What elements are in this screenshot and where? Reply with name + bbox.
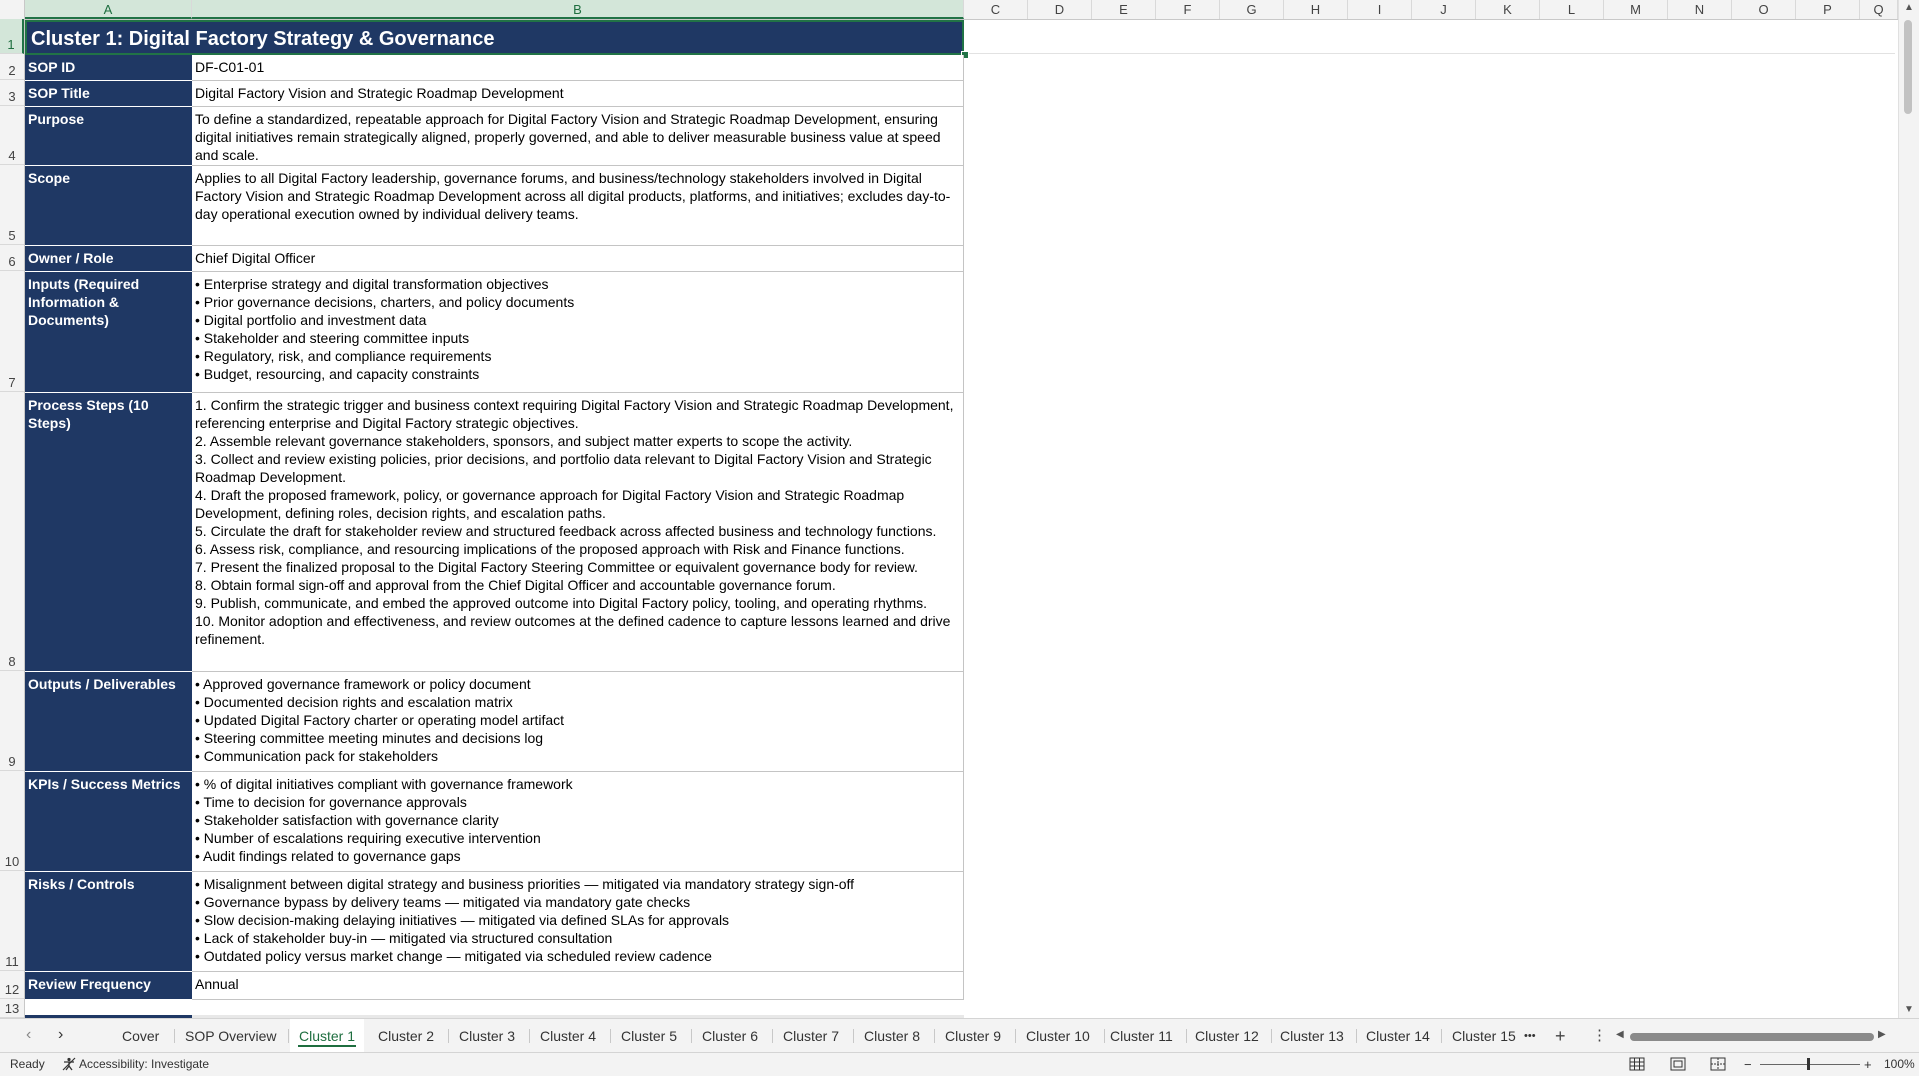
label-sop-id[interactable]: SOP ID <box>25 55 192 81</box>
select-all-corner[interactable] <box>0 0 25 19</box>
page-layout-icon[interactable] <box>1670 1057 1686 1074</box>
row-header-4[interactable]: 4 <box>0 106 24 165</box>
zoom-level[interactable]: 100% <box>1884 1057 1915 1071</box>
column-header-g[interactable]: G <box>1220 0 1284 19</box>
value-purpose[interactable]: To define a standardized, repeatable approach for Digital Factory Vision and Strategic Roadmap Development, ensuring digital initiatives remain strategically aligned, properly governed, and able to deliver measurable business value at speed and scale. <box>192 107 964 166</box>
value-risks-controls[interactable]: • Misalignment between digital strategy and business priorities — mitigated via mandatory strategy sign-off • Governance bypass by delivery teams — mitigated via mandatory gate checks • Slow decision-making delaying initiatives — mitigated via defined SLAs for approvals • Lack of stakeholder buy-in — mitigated via structured consultation • Outdated policy versus market change — mitigated via scheduled review cadence <box>192 872 964 972</box>
tab-cluster-3[interactable]: Cluster 3 <box>459 1028 516 1044</box>
row-header-5[interactable]: 5 <box>0 165 24 245</box>
accessibility-icon[interactable] <box>62 1057 76 1071</box>
tab-cluster-7[interactable]: Cluster 7 <box>783 1028 840 1044</box>
value-inputs[interactable]: • Enterprise strategy and digital transformation objectives • Prior governance decisions, charters, and policy documents • Digital portfolio and investment data • Stakeholder and steering committee inputs • Regulatory, risk, and compliance requirements • Budget, resourcing, and capacity constraints <box>192 272 964 393</box>
worksheet-grid[interactable] <box>25 20 1895 1018</box>
add-sheet-button[interactable]: + <box>1555 1026 1566 1046</box>
label-review-frequency[interactable]: Review Frequency <box>25 972 192 1000</box>
value-review-frequency[interactable]: Annual <box>192 972 964 1000</box>
sheet-title-cell[interactable]: Cluster 1: Digital Factory Strategy & Governance <box>25 20 964 55</box>
vertical-scroll-thumb[interactable] <box>1904 20 1912 114</box>
accessibility-status[interactable]: Accessibility: Investigate <box>79 1057 210 1071</box>
row-header-6[interactable]: 6 <box>0 245 24 271</box>
status-bar <box>0 1052 1919 1076</box>
column-header-m[interactable]: M <box>1604 0 1668 19</box>
tab-cluster-14[interactable]: Cluster 14 <box>1366 1028 1430 1044</box>
label-sop-title[interactable]: SOP Title <box>25 81 192 107</box>
value-sop-title[interactable]: Digital Factory Vision and Strategic Roadmap Development <box>192 81 964 107</box>
tab-cover[interactable]: Cover <box>122 1028 160 1044</box>
label-risks-controls[interactable]: Risks / Controls <box>25 872 192 972</box>
sheet-options-icon[interactable]: ⋮ <box>1592 1027 1607 1044</box>
tab-cluster-1[interactable]: Cluster 1 <box>290 1019 364 1053</box>
status-ready: Ready <box>10 1057 45 1071</box>
tab-cluster-13[interactable]: Cluster 13 <box>1280 1028 1344 1044</box>
normal-view-icon[interactable] <box>1629 1057 1645 1074</box>
label-process-steps[interactable]: Process Steps (10 Steps) <box>25 393 192 672</box>
row-header-3[interactable]: 3 <box>0 80 24 106</box>
value-scope[interactable]: Applies to all Digital Factory leadership, governance forums, and business/technology stakeholders involved in Digital Factory Vision and Strategic Roadmap Development across all digital products, platforms, and initiatives; excludes day-to-day operational execution owned by individual delivery teams. <box>192 166 964 246</box>
row-header-bar <box>0 19 25 1018</box>
scroll-right-arrow-icon[interactable]: ▶ <box>1878 1029 1886 1040</box>
column-header-a[interactable]: A <box>25 0 192 19</box>
vertical-scrollbar[interactable] <box>1898 0 1919 1018</box>
horizontal-scroll-thumb[interactable] <box>1630 1033 1874 1041</box>
tab-cluster-10[interactable]: Cluster 10 <box>1026 1028 1090 1044</box>
column-header-f[interactable]: F <box>1156 0 1220 19</box>
row-header-8[interactable]: 8 <box>0 392 24 671</box>
column-header-c[interactable]: C <box>964 0 1028 19</box>
column-header-j[interactable]: J <box>1412 0 1476 19</box>
row-header-13[interactable]: 13 <box>0 999 24 1018</box>
tab-cluster-15[interactable]: Cluster 15 <box>1452 1028 1516 1044</box>
tab-cluster-9[interactable]: Cluster 9 <box>945 1028 1002 1044</box>
page-break-preview-icon[interactable] <box>1710 1057 1726 1074</box>
tab-cluster-4[interactable]: Cluster 4 <box>540 1028 597 1044</box>
tab-cluster-6[interactable]: Cluster 6 <box>702 1028 759 1044</box>
row-header-11[interactable]: 11 <box>0 871 24 971</box>
value-process-steps[interactable]: 1. Confirm the strategic trigger and business context requiring Digital Factory Vision and Strategic Roadmap Development, referencing enterprise and Digital Factory strategic objectives. 2. Assemble relevant governance stakeholders, sponsors, and subject matter experts to scope the activity. 3. Collect and review existing policies, prior decisions, and portfolio data relevant to Digital Factory Vision and Strategic Roadmap Development. 4. Draft the proposed framework, policy, or governance approach for Digital Factory Vision and Strategic Roadmap Development, defining roles, decision rights, and escalation paths. 5. Circulate the draft for stakeholder review and structured feedback across affected business and technology functions. 6. Assess risk, compliance, and resourcing implications of the proposed approach with Risk and Finance functions. 7. Present the finalized proposal to the Digital Factory Steering Committee or equivalent governance body for review. 8. Obtain formal sign-off and approval from the Chief Digital Officer and accountable governance forum. 9. Publish, communicate, and embed the approved outcome into Digital Factory policy, tooling, and operating rhythms. 10. Monitor adoption and effectiveness, and review outcomes at the defined cadence to capture lessons learned and drive refinement. <box>192 393 964 672</box>
row-header-10[interactable]: 10 <box>0 771 24 871</box>
column-header-p[interactable]: P <box>1796 0 1860 19</box>
tab-cluster-12[interactable]: Cluster 12 <box>1195 1028 1259 1044</box>
row-header-7[interactable]: 7 <box>0 271 24 392</box>
row-header-2[interactable]: 2 <box>0 54 24 80</box>
zoom-slider-thumb[interactable] <box>1807 1058 1810 1070</box>
value-sop-id[interactable]: DF-C01-01 <box>192 55 964 81</box>
column-header-l[interactable]: L <box>1540 0 1604 19</box>
tab-scroll-prev-icon[interactable]: ‹ <box>26 1026 32 1043</box>
label-scope[interactable]: Scope <box>25 166 192 246</box>
zoom-slider[interactable] <box>1760 1064 1860 1065</box>
label-inputs[interactable]: Inputs (Required Information & Documents) <box>25 272 192 393</box>
tab-sop-overview[interactable]: SOP Overview <box>185 1028 277 1044</box>
label-outputs[interactable]: Outputs / Deliverables <box>25 672 192 772</box>
label-purpose[interactable]: Purpose <box>25 107 192 166</box>
horizontal-scrollbar[interactable] <box>1616 1029 1888 1043</box>
row-header-9[interactable]: 9 <box>0 671 24 771</box>
zoom-in-button[interactable]: + <box>1864 1057 1872 1072</box>
row-header-12[interactable]: 12 <box>0 971 24 999</box>
zoom-out-button[interactable]: − <box>1744 1057 1752 1072</box>
column-header-bar <box>0 0 1919 20</box>
value-owner-role[interactable]: Chief Digital Officer <box>192 246 964 272</box>
column-header-h[interactable]: H <box>1284 0 1348 19</box>
tab-cluster-5[interactable]: Cluster 5 <box>621 1028 678 1044</box>
scroll-up-arrow-icon[interactable]: ▲ <box>1904 2 1914 13</box>
more-tabs-icon[interactable]: ••• <box>1524 1030 1536 1042</box>
value-outputs[interactable]: • Approved governance framework or policy document • Documented decision rights and escalation matrix • Updated Digital Factory charter or operating model artifact • Steering committee meeting minutes and decisions log • Communication pack for stakeholders <box>192 672 964 772</box>
label-owner-role[interactable]: Owner / Role <box>25 246 192 272</box>
tab-cluster-11[interactable]: Cluster 11 <box>1110 1028 1173 1044</box>
column-header-k[interactable]: K <box>1476 0 1540 19</box>
scroll-left-arrow-icon[interactable]: ◀ <box>1616 1029 1624 1040</box>
tab-scroll-next-icon[interactable]: › <box>58 1026 64 1043</box>
scroll-down-arrow-icon[interactable]: ▼ <box>1904 1004 1914 1015</box>
tab-cluster-2[interactable]: Cluster 2 <box>378 1028 435 1044</box>
column-header-q[interactable]: Q <box>1860 0 1898 19</box>
column-header-n[interactable]: N <box>1668 0 1732 19</box>
sheet-tab-bar <box>0 1018 1919 1053</box>
column-header-d[interactable]: D <box>1028 0 1092 19</box>
row-header-1[interactable]: 1 <box>0 19 24 54</box>
column-header-i[interactable]: I <box>1348 0 1412 19</box>
tab-cluster-8[interactable]: Cluster 8 <box>864 1028 921 1044</box>
value-kpis[interactable]: • % of digital initiatives compliant with governance framework • Time to decision for governance approvals • Stakeholder satisfaction with governance clarity • Number of escalations requiring executive intervention • Audit findings related to governance gaps <box>192 772 964 872</box>
column-header-b[interactable]: B <box>192 0 964 19</box>
column-header-o[interactable]: O <box>1732 0 1796 19</box>
column-header-e[interactable]: E <box>1092 0 1156 19</box>
label-kpis[interactable]: KPIs / Success Metrics <box>25 772 192 872</box>
